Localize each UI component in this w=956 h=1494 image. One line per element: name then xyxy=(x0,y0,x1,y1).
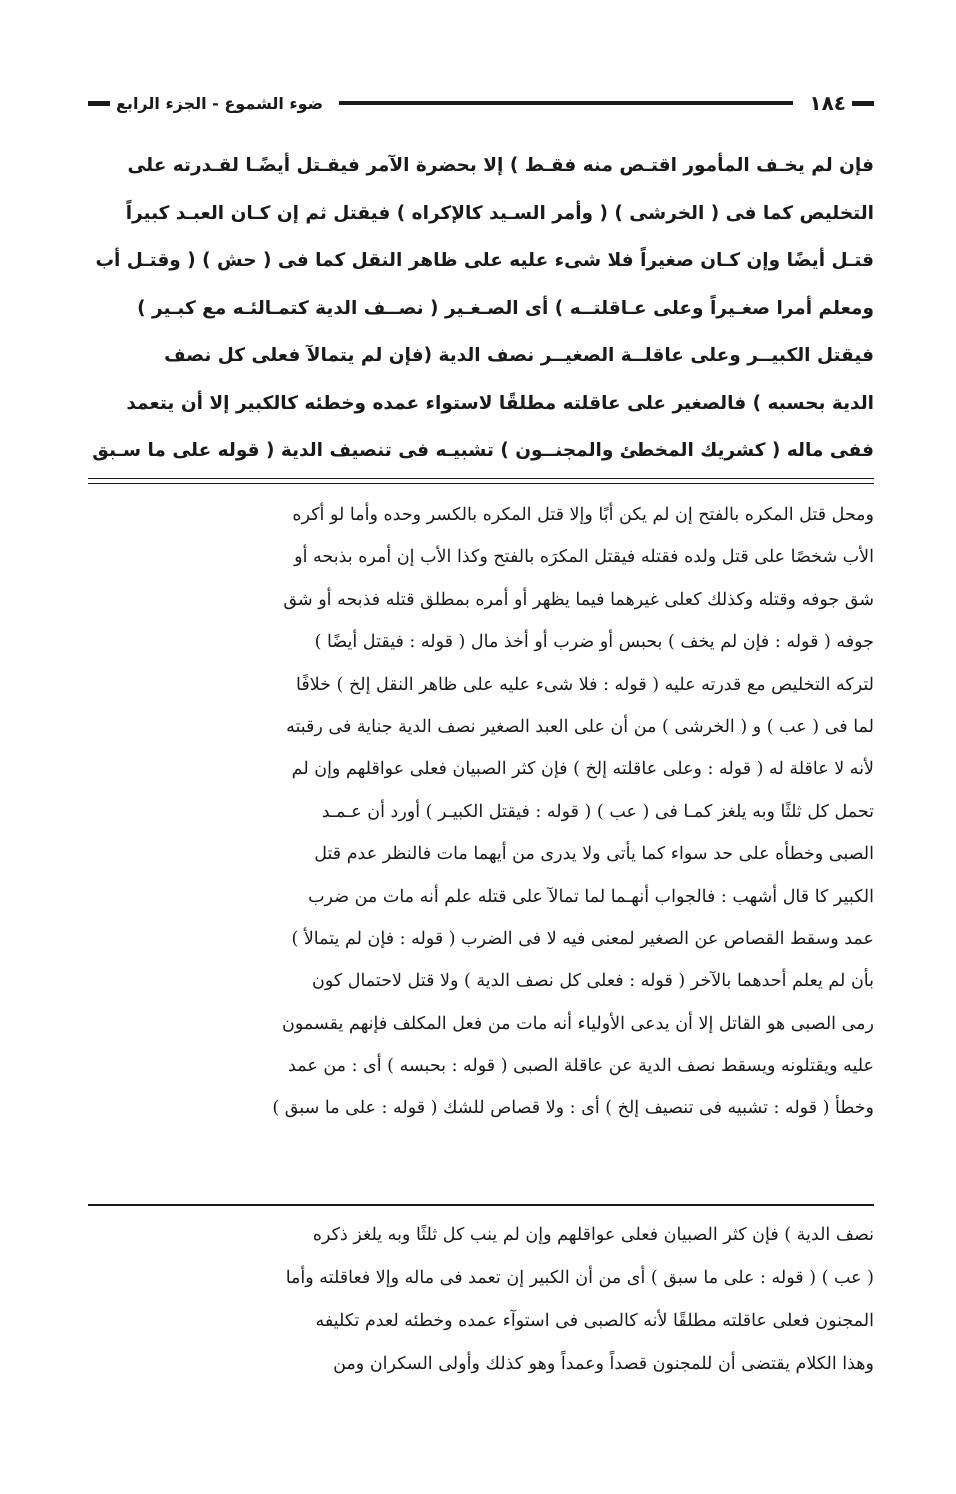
page-number: ١٨٤ xyxy=(809,91,846,115)
main-text-line: التخليص كما فى ( الخرشى ) ( وأمر السـيد كالإكراه ) فيقتل ثم إن كـان العبـد كبيراً xyxy=(125,202,874,224)
commentary-line: بأن لم يعلم أحدهما بالآخر ( قوله : فعلى كل نصف الدية ) ولا قتل لاحتمال كون xyxy=(311,971,874,992)
commentary-block xyxy=(88,494,874,1130)
running-header xyxy=(88,88,874,118)
header-dash-right xyxy=(852,101,874,106)
commentary-line: الكبير كا قال أشهب : فالجواب أنهـما لما تمالآ على قتله علم أنه مات من ضرب xyxy=(308,886,874,907)
double-separator-rule xyxy=(88,478,874,484)
main-text-line: ومعلم أمرا صغـيراً وعلى عـاقلتــه ) أى الصـغـير ( نصــف الدية كتمـالئـه مع كبـير ) xyxy=(137,297,874,319)
commentary-line: رمى الصبى هو القاتل إلا أن يدعى الأولياء أنه مات من فعل المكلف فإنهم يقسمون xyxy=(282,1013,874,1034)
main-text-line: فيقتل الكبيــر وعلى عاقلــة الصغيــر نصف الدية (فإن لم يتمالآ فعلى كل نصف xyxy=(164,345,874,366)
main-text-line: فإن لم يخـف المأمور اقتـص منه فقـط ) إلا بحضرة الآمر فيقـتل أيضًـا لقـدرته على xyxy=(127,155,874,176)
lower-commentary-block xyxy=(88,1214,874,1386)
main-text-block xyxy=(88,142,874,475)
header-rule xyxy=(339,101,793,105)
commentary-line: عمد وسقط القصاص عن الصغير لمعنى فيه لا فى الضرب ( قوله : فإن لم يتمالأ ) xyxy=(291,928,874,949)
lower-text-line: وهذا الكلام يقتضى أن للمجنون قصداً وعمداً وهو كذلك وأولى السكران ومن xyxy=(333,1354,874,1374)
commentary-line: شق جوفه وقتله وكذلك كعلى غيرهما فيما يظهر أو أمره بمطلق قتله فذبحه أو شق xyxy=(283,589,874,610)
lower-text-line: نصف الدية ) فإن كثر الصبيان فعلى عواقلهم وإن لم ينب كل ثلثًا وبه يلغز ذكره xyxy=(312,1225,874,1245)
main-text-line: الدية بحسبه ) فالصغير على عاقلته مطلقًا لاستواء عمده وخطئه كالكبير إلا أن يتعمد xyxy=(126,392,874,414)
commentary-line: الصبى وخطأه على حد سواء كما يأتى ولا يدرى من أيهما مات فالنظر عدم قتل xyxy=(314,844,874,865)
commentary-line: عليه ويقتلونه ويسقط نصف الدية عن عاقلة الصبى ( قوله : بحبسه ) أى : من عمد xyxy=(288,1056,874,1077)
single-separator-rule xyxy=(88,1204,874,1206)
commentary-line: وخطأ ( قوله : تشبيه فى تنصيف إلخ ) أى : ولا قصاص للشك ( قوله : على ما سبق ) xyxy=(272,1098,874,1119)
commentary-line: ومحل قتل المكره بالفتح إن لم يكن أبًا وإلا قتل المكره بالكسر وحده وأما لو أكره xyxy=(292,505,874,525)
commentary-line: لأنه لا عاقلة له ( قوله : وعلى عاقلته إلخ ) فإن كثر الصبيان فعلى عواقلهم وإن لم xyxy=(291,759,874,780)
running-title: ضوء الشموع - الجزء الرابع xyxy=(116,93,324,113)
commentary-line: لتركه التخليص مع قدرته عليه ( قوله : فلا شىء عليه على ظاهر النقل إلخ ) خلافًا xyxy=(296,674,874,695)
main-text-line: ففى ماله ( كشريك المخطئ والمجنــون ) تشبيـه فى تنصيف الدية ( قوله على ما سـبق xyxy=(92,440,874,461)
commentary-line: لما فى ( عب ) و ( الخرشى ) من أن على العبد الصغير نصف الدية جناية فى رقبته xyxy=(286,716,874,737)
lower-text-line: المجنون فعلى عاقلته مطلقًا لأنه كالصبى فى استوآء عمده وخطئه لعدم تكليفه xyxy=(315,1311,874,1331)
commentary-line: الأب شخصًا على قتل ولده فقتله فيقتل المكرَه بالفتح وكذا الأب إن أمره بذبحه أو xyxy=(294,547,874,568)
lower-text-line: ( عب ) ( قوله : على ما سبق ) أى من أن الكبير إن تعمد فى ماله وإلا فعاقلته وأما xyxy=(285,1268,874,1288)
commentary-line: جوفه ( قوله : فإن لم يخف ) بحبس أو ضرب أو أخذ مال ( قوله : فيقتل أيضًا ) xyxy=(314,632,874,653)
main-text-line: قتـل أيضًا وإن كـان صغيراً فلا شىء عليه على ظاهر النقل كما فى ( حش ) ( وقتـل أب xyxy=(95,250,874,271)
header-dash-left xyxy=(88,101,110,106)
commentary-line: تحمل كل ثلثًا وبه يلغز كمـا فى ( عب ) ( قوله : فيقتل الكبيـر ) أورد أن عـمـد xyxy=(321,801,874,822)
